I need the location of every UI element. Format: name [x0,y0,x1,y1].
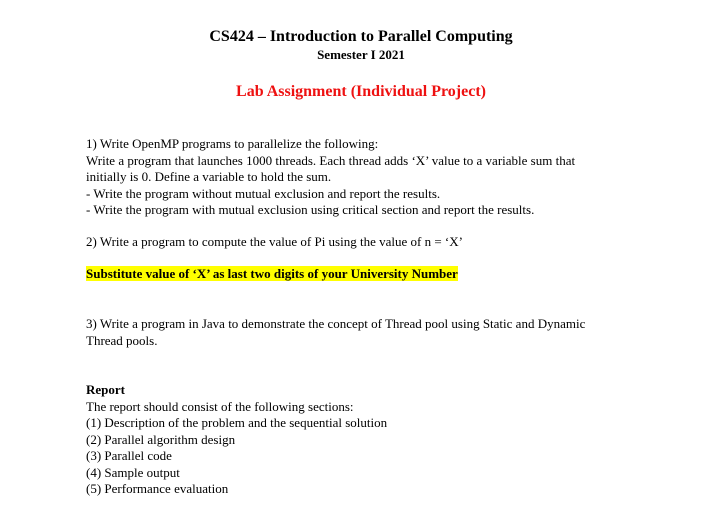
question-1-line: initially is 0. Define a variable to hold the sum. [86,169,332,184]
report-section [86,382,686,498]
report-heading: Report [86,382,125,397]
semester-label: Semester I 2021 [317,47,405,62]
report-item: (1) Description of the problem and the sequential solution [86,415,388,430]
report-item: (5) Performance evaluation [86,481,229,496]
question-1 [86,136,686,219]
question-1-line: 1) Write OpenMP programs to parallelize the following: [86,136,379,151]
highlighted-note: Substitute value of ‘X’ as last two digits of your University Number [86,266,458,281]
question-2 [86,234,686,251]
course-title: CS424 – Introduction to Parallel Computing [209,28,513,45]
report-item: (2) Parallel algorithm design [86,431,236,447]
lab-assignment-title: Lab Assignment (Individual Project) [236,83,486,100]
question-3-line: 3) Write a program in Java to demonstrate the concept of Thread pool using Static and Dynamic [86,316,586,331]
question-1-line: Write a program that launches 1000 threads. Each thread adds ‘X’ value to a variable sum that [86,152,576,168]
substitution-note [86,266,686,283]
question-1-line: - Write the program without mutual exclusion and report the results. [86,185,441,201]
report-item: (3) Parallel code [86,448,172,463]
question-3-line: Thread pools. [86,332,158,348]
question-1-line: - Write the program with mutual exclusion using critical section and report the results. [86,202,535,217]
report-intro: The report should consist of the following sections: [86,398,354,414]
question-3 [86,316,686,349]
report-item: (4) Sample output [86,464,180,480]
question-2-line: 2) Write a program to compute the value of Pi using the value of n = ‘X’ [86,234,463,249]
